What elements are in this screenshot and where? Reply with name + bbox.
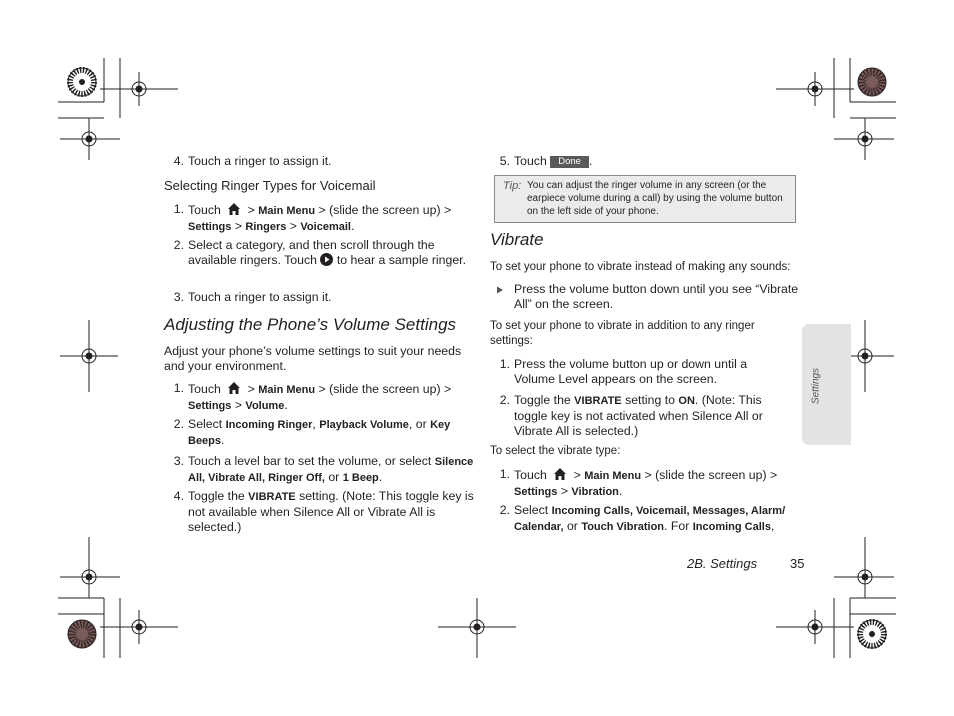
step-text: Touch > Main Menu > (slide the screen up) > Settings > Volume. [188,382,452,412]
triangle-bullet-icon [496,286,504,294]
ringers-label: Ringers [245,221,287,233]
play-icon [320,253,333,266]
step-number: 1. [499,357,510,371]
step-number: 1. [173,381,184,395]
step-number: 4. [173,154,184,168]
step-text: Toggle the VIBRATE setting to ON. (Note: This toggle key is not activated when Silence All or Vibrate All is selected.) [514,393,763,438]
vibrate-heading: Vibrate [490,230,544,249]
vibrate-intro-3: To select the vibrate type: [490,445,621,457]
step-text: Touch a ringer to assign it. [188,154,332,168]
step-number: 2. [173,417,184,431]
step-text: Touch a ringer to assign it. [188,290,332,304]
settings-label: Settings [188,221,232,233]
voicemail-subheading: Selecting Ringer Types for Voicemail [164,178,376,193]
volume-heading: Adjusting the Phone’s Volume Settings [164,315,457,334]
step-text: Touch Done . [514,154,593,168]
step-text: Touch > Main Menu > (slide the screen up) > Settings > Vibration. [514,468,778,498]
volume-intro: Adjust your phone’s volume settings to suit your needs and your environment. [164,344,462,373]
step-text: Touch a level bar to set the volume, or select Silence All, Vibrate All, Ringer Off, or 1 Beep. [188,454,474,484]
slide-note: (slide the screen up) [329,203,441,217]
step-text: Toggle the VIBRATE setting. (Note: This toggle key is not available when Silence All or Vibrate All is selected.) [188,489,474,534]
vibrate-intro-2: To set your phone to vibrate in addition to any ringer settings: [490,320,755,347]
tip-label: Tip: [503,180,522,192]
step-text: Select a category, and then scroll through the available ringers. Touch to hear a sample ringer. [188,238,467,267]
step-number: 2. [499,393,510,407]
tip-text: You can adjust the ringer volume in any screen (or the earpiece volume during a call) by using the volume button on the left side of your phone. [527,180,783,217]
section-tab-label: Settings [810,367,822,405]
step-number: 1. [173,202,184,216]
vibrate-intro-1: To set your phone to vibrate instead of making any sounds: [490,261,791,273]
step-number: 3. [173,454,184,468]
home-icon [553,467,567,481]
step-text: Touch > Main Menu > (slide the screen up) > Settings > Ringers > Voicemail. [188,203,452,233]
step-text: Press the volume button up or down until a Volume Level appears on the screen. [514,357,748,386]
voicemail-label: Voicemail [300,221,351,233]
step-number: 1. [499,467,510,481]
done-button: Done [550,156,589,168]
step-number: 4. [173,489,184,503]
step-number: 5. [499,154,510,168]
step-text: Select Incoming Ringer, Playback Volume, or Key Beeps. [188,417,451,447]
tip-box [494,175,796,223]
home-icon [227,381,241,395]
main-menu-label: Main Menu [258,205,316,217]
step-number: 3. [173,290,184,304]
footer-section: 2B. Settings [687,556,758,571]
home-icon [227,202,241,216]
step-text: Select Incoming Calls, Voicemail, Messages, Alarm/ Calendar, or Touch Vibration. For Incoming Calls, [514,503,786,533]
step-number: 2. [173,238,184,252]
page-number: 35 [790,556,805,571]
touch-word: Touch [188,203,221,217]
step-number: 2. [499,503,510,517]
bullet-text: Press the volume button down until you see “Vibrate All” on the screen. [514,282,799,311]
